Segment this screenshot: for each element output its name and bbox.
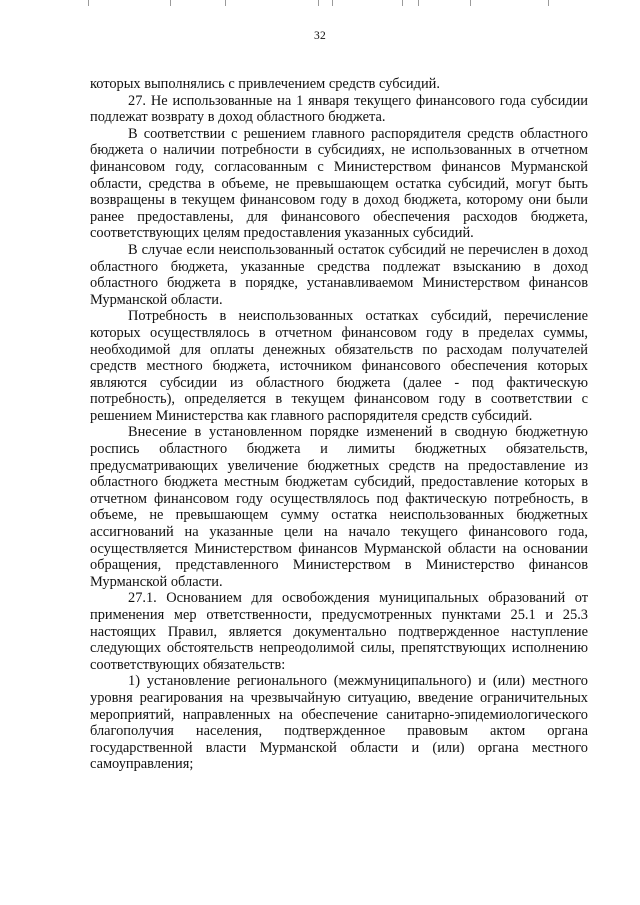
paragraph-actual-need: Потребность в неиспользованных остатках субсидий, перечисление которых осуществлялось в отчетном финансовом году в пределах суммы, необходимой для оплаты денежных обязательств по расходам получателей средств местного бюджета, источником финансового обеспечения которых являются субсидии из областного бюджета (далее - под фактическую потребность), определяется в текущем финансовом году в соответствии с решением Министерства как главного распорядителя средств субсидий. <box>90 308 588 424</box>
scan-top-edge <box>0 0 640 8</box>
paragraph-budget-changes: Внесение в установленном порядке изменений в сводную бюджетную роспись областного бюджета и лимиты бюджетных обязательств, предусматривающих увеличение бюджетных средств на предоставление из областного бюджета местным бюджетам субсидий, предоставление которых в отчетном финансовом году осуществлялось под фактическую потребность, в объеме, не превышающем сумму остатка неиспользованных бюджетных ассигнований на указанные цели на начало текущего финансового года, осуществляется Министерством финансов Мурманской области на основании обращения, представленного Министерством в Министерство финансов Мурманской области. <box>90 424 588 590</box>
paragraph-clause-27: 27. Не использованные на 1 января текущего финансового года субсидии подлежат возврату в доход областного бюджета. <box>90 92 588 126</box>
document-body <box>90 76 588 773</box>
paragraph-continuation: которых выполнялись с привлечением средств субсидий. <box>90 76 440 92</box>
paragraph-return-of-funds: В соответствии с решением главного распорядителя средств областного бюджета о наличии потребности в субсидиях, не использованных в отчетном финансовом году, согласованным с Министерством финансов Мурманской области, средства в объеме, не превышающем остатка субсидий, могут быть возвращены в текущем финансовом году в доход бюджета, которому они были ранее предоставлены, для финансового обеспечения расходов бюджета, соответствующих целям предоставления указанных субсидий. <box>90 125 588 242</box>
paragraph-clause-27-1: 27.1. Основанием для освобождения муниципальных образований от применения мер ответственности, предусмотренных пунктами 25.1 и 25.3 настоящих Правил, является документально подтвержденное наступление следующих обстоятельств непреодолимой силы, препятствующих исполнению соответствующих обязательств: <box>90 590 588 673</box>
paragraph-item-1: 1) установление регионального (межмуниципального) и (или) местного уровня реагирования на чрезвычайную ситуацию, введение ограничительных мероприятий, направленных на обеспечение санитарно-эпидемиологического благополучия населения, подтвержденное правовым актом органа государственной власти Мурманской области и (или) органа местного самоуправления; <box>90 673 588 773</box>
page-number: 32 <box>313 30 327 42</box>
paragraph-recovery: В случае если неиспользованный остаток субсидий не перечислен в доход областного бюджета, указанные средства подлежат взысканию в доход областного бюджета в порядке, устанавливаемом Министерством финансов Мурманской области. <box>90 241 588 308</box>
